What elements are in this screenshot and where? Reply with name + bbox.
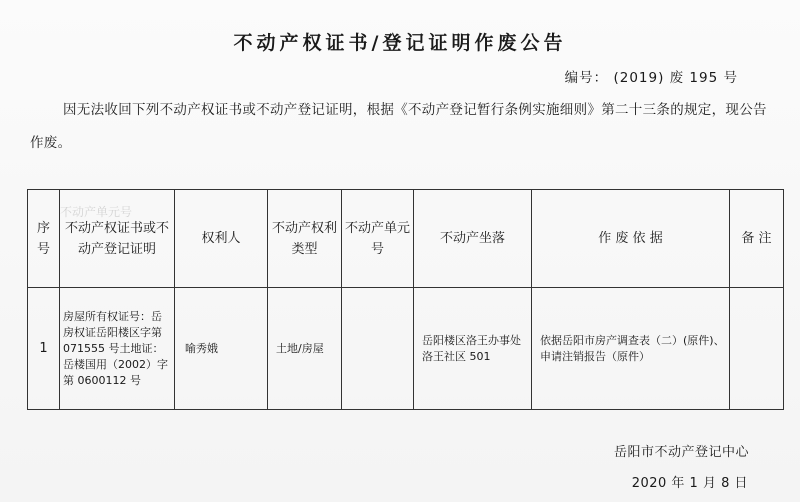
cell-cert: 房屋所有权证号：岳房权证岳阳楼区字第 071555 号土地证：岳楼国用（2002）字第 0600112 号: [60, 288, 175, 410]
header-location: 不动产坐落: [414, 190, 532, 288]
table-header-row: [28, 190, 784, 288]
cell-owner: 喻秀娥: [175, 288, 268, 410]
cell-idx: 1: [28, 288, 60, 410]
notice-body: 因无法收回下列不动产权证书或不动产登记证明，根据《不动产登记暂行条例实施细则》第二十三条的规定，现公告作废。: [30, 102, 767, 151]
cell-unit-no: [342, 288, 414, 410]
faint-bleed-through-text: 不动产单元号: [60, 205, 133, 219]
header-owner: 权利人: [175, 190, 268, 288]
header-basis: 作 废 依 据: [532, 190, 730, 288]
header-unit-no: 不动产单元号: [342, 190, 414, 288]
issuer-name: 岳阳市不动产登记中心: [613, 445, 749, 460]
cell-remark: [730, 288, 784, 410]
cell-right-type: 土地/房屋: [268, 288, 342, 410]
header-right-type: 不动产权利类型: [268, 190, 342, 288]
table-row: [28, 288, 784, 410]
cell-location: 岳阳楼区洛王办事处洛王社区 501: [414, 288, 532, 410]
header-idx: 序号: [28, 190, 60, 288]
header-remark: 备 注: [730, 190, 784, 288]
document-number: 编号： (2019) 废 195 号: [564, 70, 738, 86]
header-cert: 不动产权证书或不动产登记证明: [60, 190, 175, 288]
issue-date: 2020 年 1 月 8 日: [631, 476, 748, 491]
notice-title: 不动产权证书/登记证明作废公告: [233, 32, 567, 54]
cell-basis: 依据岳阳市房产调查表（二）(原件)、申请注销报告（原件）: [532, 288, 730, 410]
cancellation-table: [27, 189, 784, 410]
